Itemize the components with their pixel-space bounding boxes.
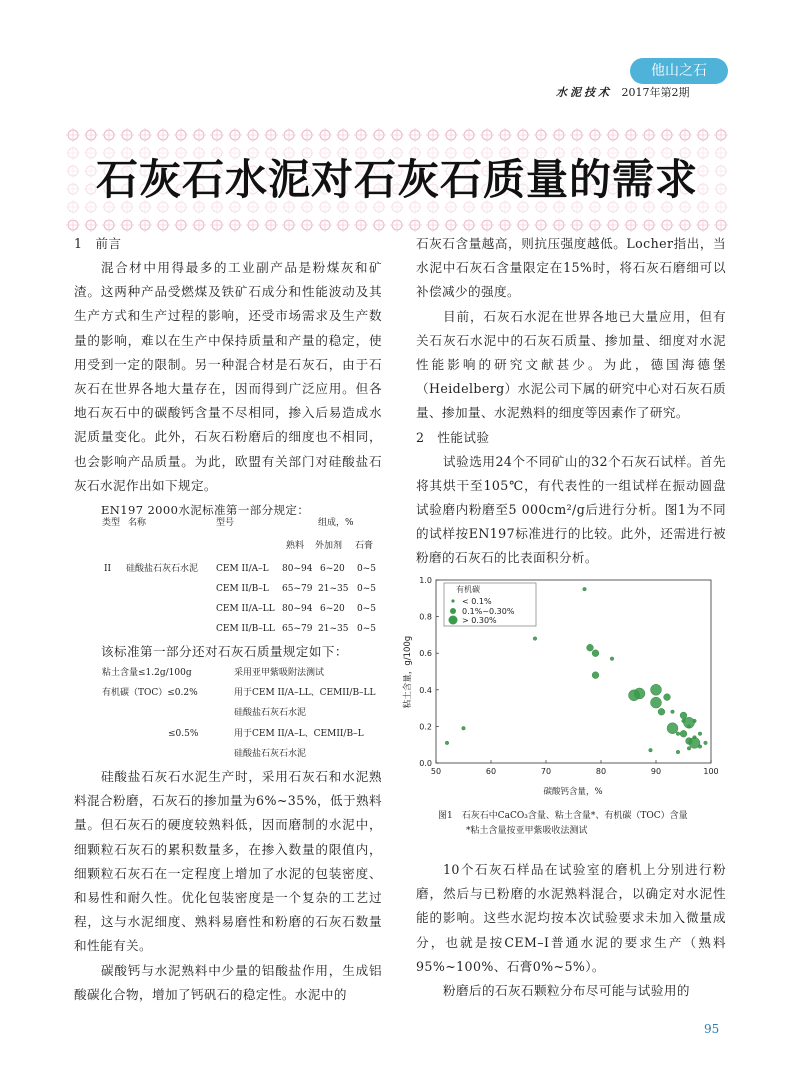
x-tick-label: 60 [485, 767, 497, 776]
spec-toc-2-use: 用于CEM II/A–L、CEMII/B–L [234, 729, 364, 739]
table-row-gypsum: 0~5 [357, 584, 376, 594]
data-point [704, 741, 708, 745]
table-row-clinker: 80~94 [282, 564, 313, 574]
legend-title: 有机碳 [456, 585, 480, 594]
paragraph: 硅酸盐石灰石水泥生产时，采用石灰石和水泥熟料混合粉磨，石灰石的掺加量为6%~35%，低于熟料量。但石灰石的硬度较熟料低，因而磨制的水泥中，细颗粒石灰石的累积数量多，在掺入数量的限值内，细颗粒石灰石在一定程度上增加了水泥的包装密度、和易性和耐久性。优化包装密度是一个复杂的工艺过程，这与水泥细度、熟料易磨性和粉磨的石灰石数量和性能有关。 [74, 769, 382, 954]
spec-clay-method: 采用亚甲紫吸附法测试 [234, 668, 325, 678]
x-tick-label: 90 [650, 767, 662, 776]
data-point [667, 723, 678, 734]
table-row-model: CEM II/B–L [216, 584, 269, 594]
data-point [658, 708, 665, 715]
page-number: 95 [704, 1022, 720, 1036]
journal-issue: 2017年第2期 [621, 86, 690, 99]
x-tick-label: 80 [595, 767, 607, 776]
x-tick-label: 50 [430, 767, 442, 776]
data-point [684, 717, 695, 728]
x-axis-label: 碳酸钙含量，% [543, 787, 603, 797]
y-tick-label: 1.0 [419, 576, 432, 585]
legend-label: < 0.1% [462, 597, 492, 606]
table-row-gypsum: 0~5 [357, 564, 376, 574]
data-point [676, 732, 680, 736]
data-point [610, 657, 614, 661]
y-tick-label: 0.6 [419, 649, 432, 659]
paragraph: 碳酸钙与水泥熟料中少量的铝酸盐作用，生成铝酸碳化合物，增加了钙矾石的稳定性。水泥中的 [74, 962, 382, 1002]
data-point [445, 741, 449, 745]
table-header-gypsum: 石膏 [355, 541, 374, 551]
figure-1-scatter-chart [398, 572, 728, 800]
y-tick-label: 0.4 [419, 685, 432, 695]
table-row-clinker: 80~94 [282, 604, 313, 614]
data-point [680, 730, 687, 737]
table-row-clinker: 65~79 [282, 624, 313, 634]
table-header-additive: 外加剂 [315, 541, 343, 551]
table-header-name: 名称 [128, 518, 147, 528]
data-point [676, 750, 680, 754]
legend-marker-medium [450, 608, 456, 614]
paragraph: 混合材中用得最多的工业副产品是粉煤灰和矿渣。这两种产品受燃煤及铁矿石成分和性能波动及其生产方式和生产过程的影响，还受市场需求及生产数量的影响，难以在生产中保持质量和产量的稳定，使用受到一定的限制。另一种混合材是石灰石，由于石灰石在世界各地大量存在，因而得到广泛应用。但各地石灰石中的碳酸钙含量不尽相同，掺入后易造成水泥质量变化。此外，石灰石粉磨后的细度也不相同，也会影响产品质量。为此，欧盟有关部门对硅酸盐石灰石水泥作出如下规定。 [74, 260, 382, 493]
spec-toc-2: ≤0.5% [168, 729, 199, 739]
spec-toc-1-name: 硅酸盐石灰石水泥 [234, 708, 307, 718]
right-column-top [416, 232, 726, 571]
y-tick-label: 0.0 [419, 759, 432, 768]
data-point [629, 690, 640, 701]
legend-label: 0.1%~0.30% [462, 607, 515, 616]
legend-marker-small [451, 599, 454, 602]
section-heading-1: 1 前言 [74, 236, 122, 251]
data-point [698, 732, 702, 736]
figure-note: *粘土含量按亚甲紫吸收法测试 [466, 826, 588, 836]
legend [444, 583, 536, 626]
table-header-model: 型号 [216, 518, 235, 528]
paragraph: EN197 2000水泥标准第一部分规定： [101, 503, 310, 518]
spec-clay: 粘土含量≤1.2g/100g [102, 668, 192, 678]
data-point [680, 712, 687, 719]
spec-toc-1: 有机碳（TOC）≤0.2% [102, 688, 198, 698]
paragraph: 10个石灰石样品在试验室的磨机上分别进行粉磨，然后与已粉磨的水泥熟料混合，以确定对水泥性能的影响。这些水泥均按本次试验要求未加入微量成分，也就是按CEM–I普通水泥的要求生产（熟料95%~100%、石膏0%~5%）。 [416, 862, 726, 974]
table-type: II [104, 564, 112, 574]
section-tag-text: 他山之石 [651, 63, 707, 79]
data-point [651, 684, 662, 695]
paragraph: 目前，石灰石水泥在世界各地已大量应用，但有关石灰石水泥中的石灰石质量、掺加量、细度对水泥性能影响的研究文献甚少。为此，德国海德堡（Heidelberg）水泥公司下属的研究中心对石灰石质量、掺加量、水泥熟料的细度等因素作了研究。 [416, 308, 726, 421]
paragraph: 石灰石含量越高，则抗压强度越低。Locher指出，当水泥中石灰石含量限定在15%时，将石灰石磨细可以补偿减少的强度。 [416, 236, 726, 300]
paragraph: 试验选用24个不同矿山的32个石灰石试样。首先将其烘干至105℃，有代表性的一组试样在振动圆盘试验磨内粉磨至5 000cm²/g后进行分析。图1为不同的试样按EN197标准进行的比较。此外，还需进行被粉磨的石灰石的比表面积分析。 [416, 453, 726, 566]
data-point [533, 637, 537, 641]
y-tick-label: 0.2 [419, 722, 432, 732]
article-title: 石灰石水泥对石灰石质量的需求 [95, 155, 698, 204]
data-point [687, 747, 691, 751]
data-point [592, 672, 599, 679]
data-point [651, 697, 662, 708]
spec-toc-2-name: 硅酸盐石灰石水泥 [234, 749, 307, 759]
spec-toc-1-use: 用于CEM II/A–LL、CEMII/B–LL [234, 688, 376, 698]
table-row-additive: 21~35 [318, 624, 349, 634]
table-name: 硅酸盐石灰石水泥 [126, 564, 199, 574]
data-point [462, 726, 466, 730]
table-row-gypsum: 0~5 [357, 604, 376, 614]
table-row-model: CEM II/B–LL [216, 624, 275, 634]
table-header-clinker: 熟料 [286, 541, 305, 551]
table-row-additive: 21~35 [318, 584, 349, 594]
table-row-clinker: 65~79 [282, 584, 313, 594]
data-point [583, 587, 587, 591]
table-header-type: 类型 [102, 518, 121, 528]
table-row-model: CEM II/A–LL [216, 604, 275, 614]
x-tick-label: 100 [703, 767, 719, 776]
journal-name: 水泥技术 [556, 86, 612, 99]
y-axis-label: 粘土含量，g/100g [403, 635, 413, 709]
x-tick-label: 70 [540, 767, 552, 776]
journal-header [556, 84, 690, 100]
table-row-additive: 6~20 [320, 564, 345, 574]
data-point [592, 650, 599, 657]
y-tick-label: 0.8 [419, 612, 432, 622]
legend-label: > 0.30% [462, 616, 497, 625]
data-point [664, 694, 671, 701]
section-heading-2: 2 性能试验 [416, 429, 490, 445]
left-column-mid [74, 640, 382, 664]
right-column-bottom [416, 858, 726, 1003]
paragraph: 该标准第一部分还对石灰石质量规定如下： [101, 644, 348, 659]
data-point [689, 737, 700, 748]
table-row-additive: 6~20 [320, 604, 345, 614]
table-header-composition: 组成，% [318, 518, 354, 528]
data-point [587, 644, 594, 651]
legend-marker-large [449, 616, 458, 625]
table-row-gypsum: 0~5 [357, 624, 376, 634]
left-column-bottom [74, 765, 382, 1007]
table-row-model: CEM II/A–L [216, 564, 269, 574]
left-column [74, 232, 382, 522]
data-point [671, 710, 675, 714]
figure-caption: 图1 石灰石中CaCO₃含量、粘土含量*、有机碳（TOC）含量 [438, 811, 688, 821]
section-tag [630, 58, 728, 84]
paragraph: 粉磨后的石灰石颗粒分布尽可能与试验用的 [443, 983, 690, 999]
data-point [649, 748, 653, 752]
